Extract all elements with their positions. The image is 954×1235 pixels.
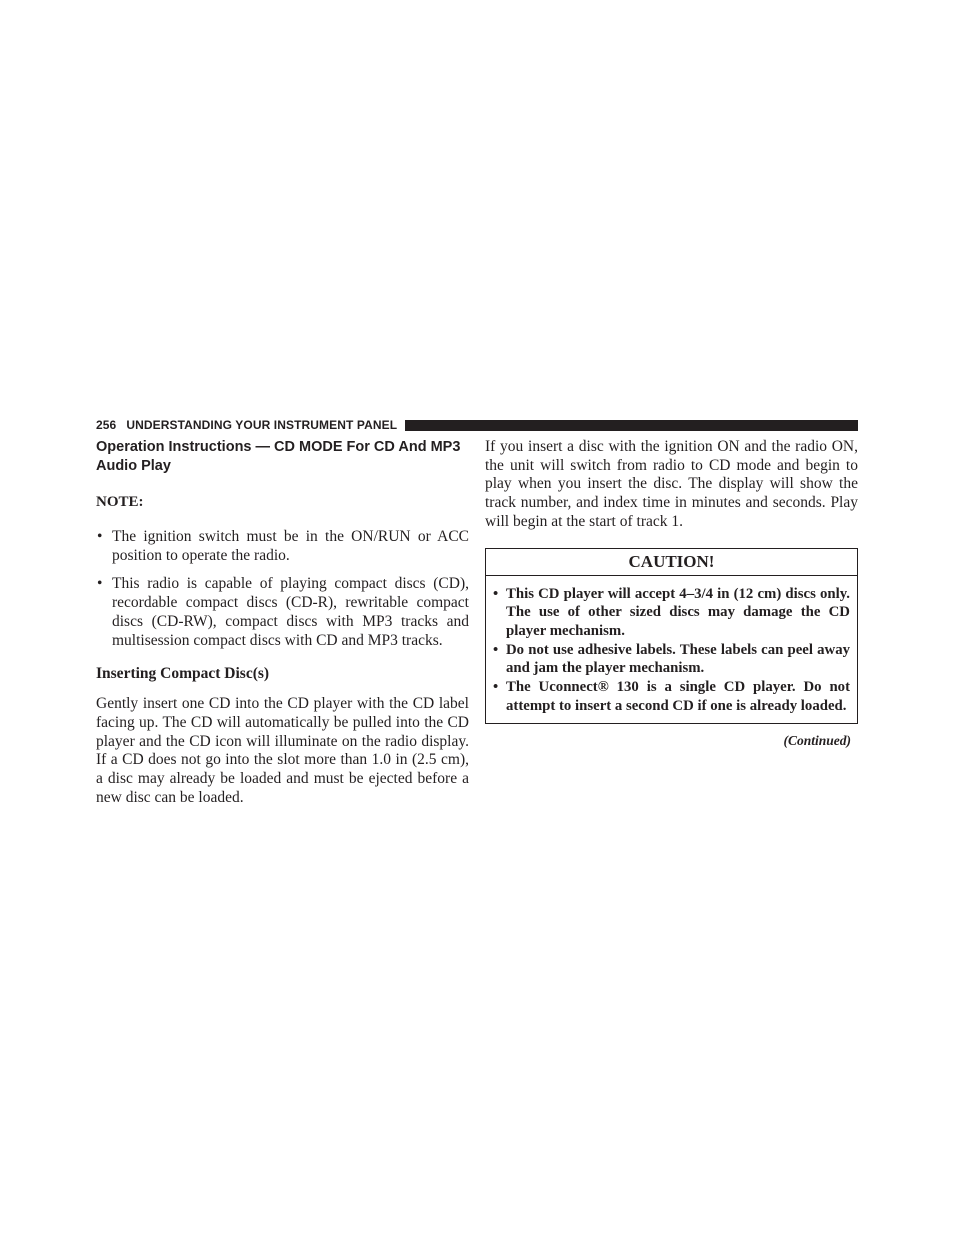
left-column: [96, 438, 469, 807]
section-heading: Operation Instructions — CD MODE For CD And MP3 Audio Play: [96, 439, 461, 474]
caution-item: • Do not use adhesive labels. These labels can peel away and jam the player mechanism.: [493, 641, 850, 678]
page-number: 256: [96, 418, 117, 432]
section-title: UNDERSTANDING YOUR INSTRUMENT PANEL: [126, 418, 398, 432]
header-rule: [405, 420, 858, 431]
body-paragraph: Gently insert one CD into the CD player with the CD label facing up. The CD will automatically be pulled into the CD player and the CD icon will illuminate on the radio display. If a CD does not go into the slot more than 1.0 in (2.5 cm), a disc may already be loaded and must be ejected before a new disc can be loaded.: [96, 695, 469, 806]
body-paragraph: If you insert a disc with the ignition ON and the radio ON, the unit will switch from radio to CD mode and begin to play when you insert the disc. The display will show the track number, and index time in minutes and seconds. Play will begin at the start of track 1.: [485, 438, 858, 530]
caution-box: [485, 548, 858, 725]
note-item: • The ignition switch must be in the ON/RUN or ACC position to operate the radio.: [96, 528, 469, 565]
caution-title: CAUTION!: [486, 549, 857, 576]
caution-item: • This CD player will accept 4–3/4 in (12 cm) discs only. The use of other sized discs may damage the CD player mechanism.: [493, 585, 850, 641]
page-header: [96, 417, 858, 433]
note-list: [96, 528, 469, 650]
note-label: NOTE:: [96, 494, 144, 510]
subheading: Inserting Compact Disc(s): [96, 665, 270, 683]
continued-note: (Continued): [783, 733, 851, 749]
right-column: [485, 438, 858, 749]
caution-list: [486, 576, 857, 724]
note-item: • This radio is capable of playing compact discs (CD), recordable compact discs (CD-R), rewritable compact discs (CD-RW), compact discs with MP3 tracks and multisession compact discs with CD and MP3 tracks.: [96, 575, 469, 650]
caution-item: • The Uconnect® 130 is a single CD player. Do not attempt to insert a second CD if one is already loaded.: [493, 678, 850, 715]
